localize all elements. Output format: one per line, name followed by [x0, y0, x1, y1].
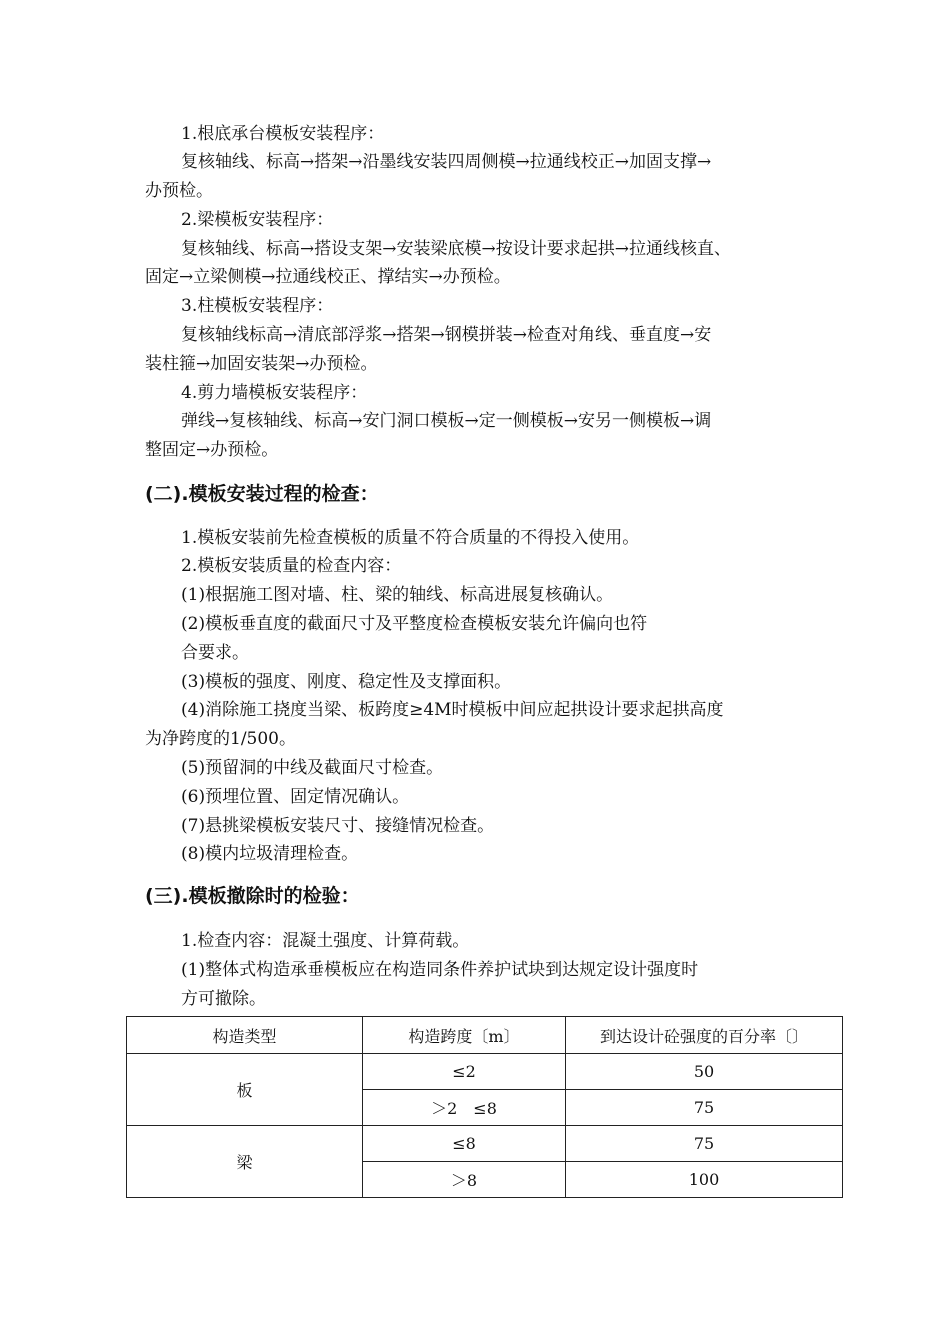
procedure-1-line-1: 复核轴线、标高→搭架→沿墨线安装四周侧模→拉通线校正→加固支撑→ [181, 152, 712, 172]
section-2-item: (5)预留洞的中线及截面尺寸检查。 [181, 758, 444, 778]
procedure-1-title: 1.根底承台模板安装程序： [181, 124, 385, 144]
table-row [127, 1126, 843, 1162]
procedure-3-line-1: 复核轴线标高→清底部浮浆→搭架→钢模拼装→检查对角线、垂直度→安 [181, 325, 712, 345]
procedure-4-title: 4.剪力墙模板安装程序： [181, 383, 368, 403]
section-2-item: 1.模板安装前先检查模板的质量不符合质量的不得投入使用。 [181, 528, 640, 548]
table-header-cell: 构造跨度〔m〕 [363, 1017, 566, 1054]
procedure-2-title: 2.梁模板安装程序： [181, 210, 334, 230]
section-2-item: 2.模板安装质量的检查内容： [181, 556, 402, 576]
table-percent-cell: 50 [566, 1054, 843, 1090]
section-2-item: (8)模内垃圾清理检查。 [181, 844, 359, 864]
table-header-cell: 构造类型 [127, 1017, 363, 1054]
section-3-heading: (三).模板撤除时的检验： [145, 885, 360, 907]
procedure-2-line-1: 复核轴线、标高→搭设支架→安装梁底模→按设计要求起拱→拉通线核直、 [181, 239, 731, 259]
table-span-cell: ＞8 [363, 1162, 566, 1198]
table-type-cell: 板 [127, 1054, 363, 1126]
section-2-heading: (二).模板安装过程的检查： [145, 483, 379, 505]
table-type-cell: 梁 [127, 1126, 363, 1198]
table-row [127, 1054, 843, 1090]
section-2-item: (4)消除施工挠度当梁、板跨度≥4M时模板中间应起拱设计要求起拱高度 [181, 700, 724, 720]
section-2-item: (2)模板垂直度的截面尺寸及平整度检查模板安装允许偏向也符 [181, 614, 648, 634]
section-3-item: 1.检查内容：混凝土强度、计算荷载。 [181, 931, 470, 951]
table-span-cell: ≤8 [363, 1126, 566, 1162]
section-3-item: 方可撤除。 [181, 989, 266, 1009]
table-header-row [127, 1017, 843, 1054]
procedure-4-line-2: 整固定→办预检。 [145, 440, 279, 460]
procedure-3-title: 3.柱模板安装程序： [181, 296, 334, 316]
table-percent-cell: 75 [566, 1090, 843, 1126]
section-2-item: 合要求。 [181, 643, 249, 663]
procedure-2-line-2: 固定→立梁侧模→拉通线校正、撑结实→办预检。 [145, 267, 511, 287]
section-3-item: (1)整体式构造承垂模板应在构造同条件养护试块到达规定设计强度时 [181, 960, 699, 980]
section-2-item: (6)预埋位置、固定情况确认。 [181, 787, 410, 807]
table-span-cell: ＞2 ≤8 [363, 1090, 566, 1126]
table-span-cell: ≤2 [363, 1054, 566, 1090]
procedure-4-line-1: 弹线→复核轴线、标高→安门洞口模板→定一侧模板→安另一侧模板→调 [181, 411, 712, 431]
table-percent-cell: 75 [566, 1126, 843, 1162]
form-removal-strength-table [126, 1016, 843, 1198]
procedure-1-line-2: 办预检。 [145, 181, 213, 201]
section-2-item: 为净跨度的1/500。 [145, 729, 296, 749]
section-2-item: (1)根据施工图对墙、柱、梁的轴线、标高进展复核确认。 [181, 585, 614, 605]
section-2-item: (7)悬挑梁模板安装尺寸、接缝情况检查。 [181, 816, 495, 836]
table-percent-cell: 100 [566, 1162, 843, 1198]
procedure-3-line-2: 装柱箍→加固安装架→办预检。 [145, 354, 378, 374]
table-header-cell: 到达设计砼强度的百分率〔〕 [566, 1017, 843, 1054]
section-2-item: (3)模板的强度、刚度、稳定性及支撑面积。 [181, 672, 512, 692]
